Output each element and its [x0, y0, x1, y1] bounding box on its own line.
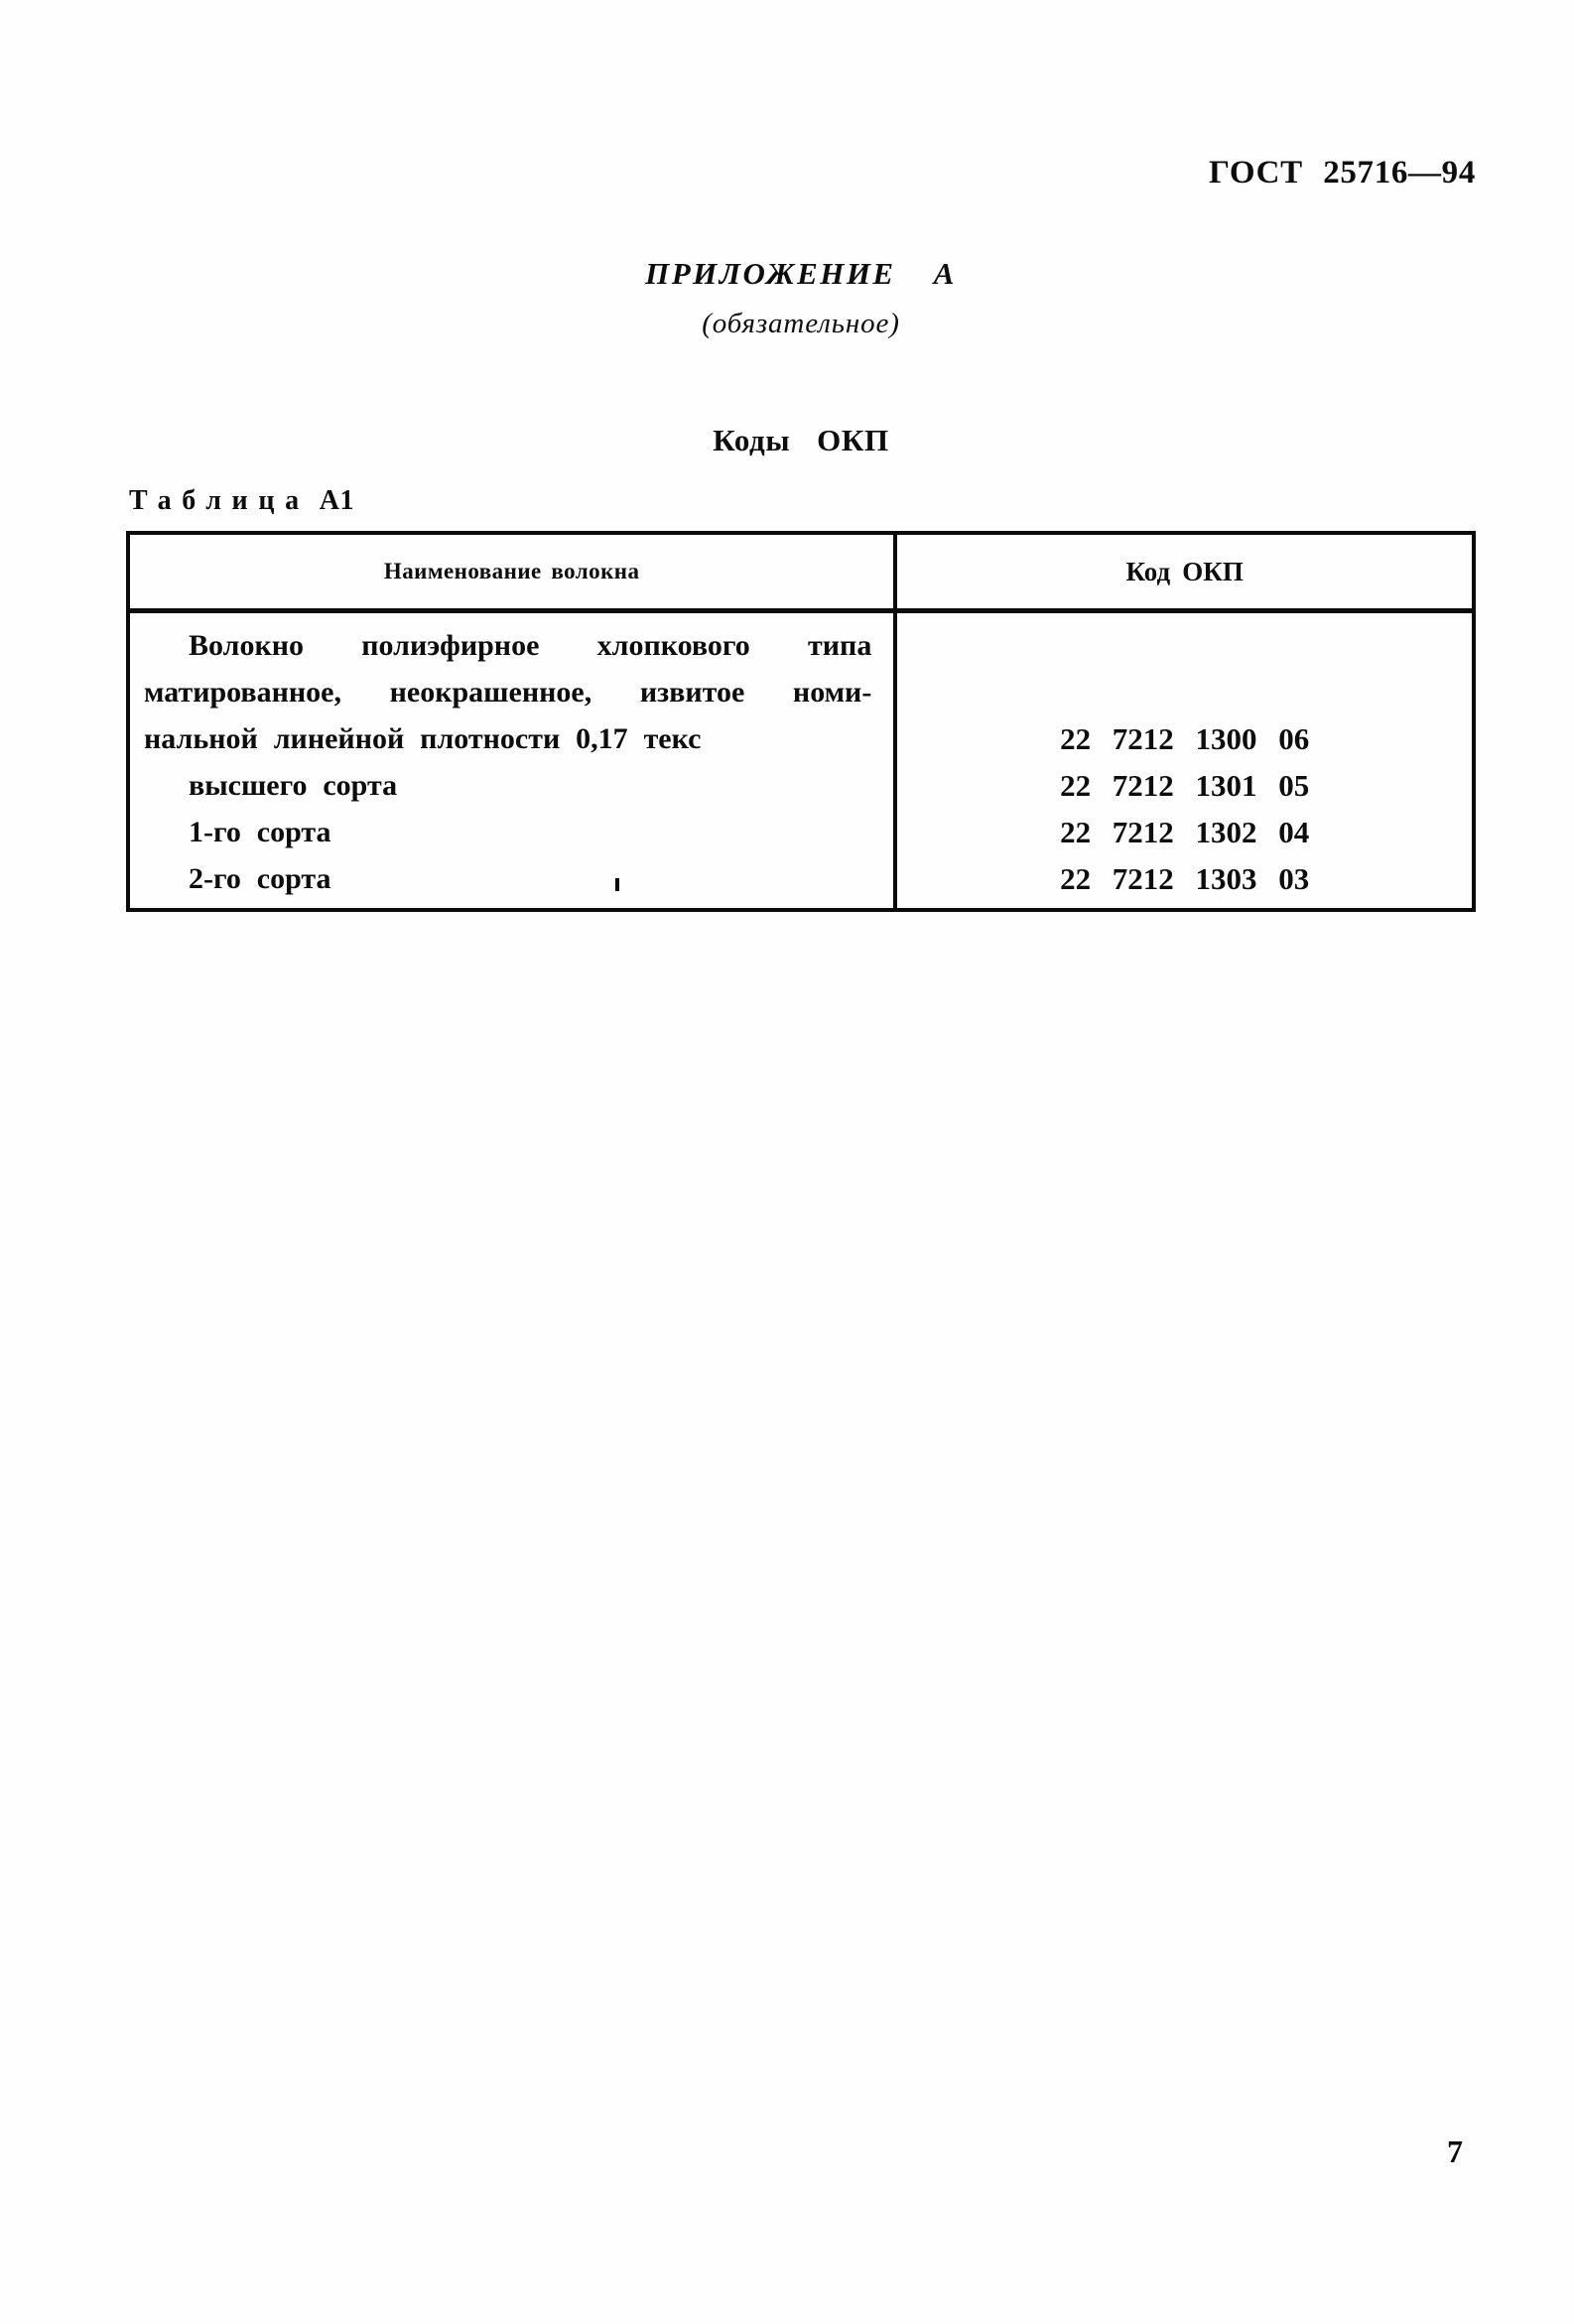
- table-header-fiber-name: Наименование волокна: [130, 535, 897, 608]
- okp-code-value: 22 7212 1300 06: [1060, 721, 1310, 756]
- standard-number: ГОСТ 25716—94: [1209, 155, 1476, 191]
- fiber-description-line: нальной линейной плотности 0,17 текс: [144, 722, 702, 755]
- page-number: 7: [1447, 2133, 1463, 2169]
- code-spacer: [897, 669, 1472, 715]
- fiber-name-cell: [130, 613, 897, 908]
- table-header-okp-code: Код ОКП: [1125, 556, 1244, 586]
- table-caption: [129, 485, 354, 517]
- table-caption-id: А1: [319, 485, 355, 516]
- code-spacer: [897, 622, 1472, 669]
- appendix-subtitle: (обязательное): [702, 308, 900, 339]
- okp-code-cell: [897, 613, 1472, 908]
- okp-codes-table: [126, 531, 1476, 912]
- fiber-description-line: Волокно полиэфирное хлопкового типа: [189, 629, 872, 662]
- fiber-grade-label: 2-го сорта: [189, 862, 331, 895]
- fiber-grade-label: 1-го сорта: [189, 816, 331, 848]
- okp-code-value: 22 7212 1302 04: [1060, 815, 1310, 849]
- fiber-grade-label: высшего сорта: [189, 769, 398, 802]
- okp-code-value: 22 7212 1303 03: [1060, 861, 1310, 896]
- table-body: [130, 613, 1472, 908]
- section-title: Коды ОКП: [713, 423, 889, 457]
- table-caption-word: Таблица: [129, 485, 310, 516]
- appendix-title: ПРИЛОЖЕНИЕ А: [645, 256, 957, 291]
- fiber-description-line: матированное, неокрашенное, извитое номи-: [144, 676, 872, 709]
- table-header-row: [130, 535, 1472, 613]
- scan-artifact-mark: [615, 878, 619, 891]
- okp-code-value: 22 7212 1301 05: [1060, 768, 1310, 803]
